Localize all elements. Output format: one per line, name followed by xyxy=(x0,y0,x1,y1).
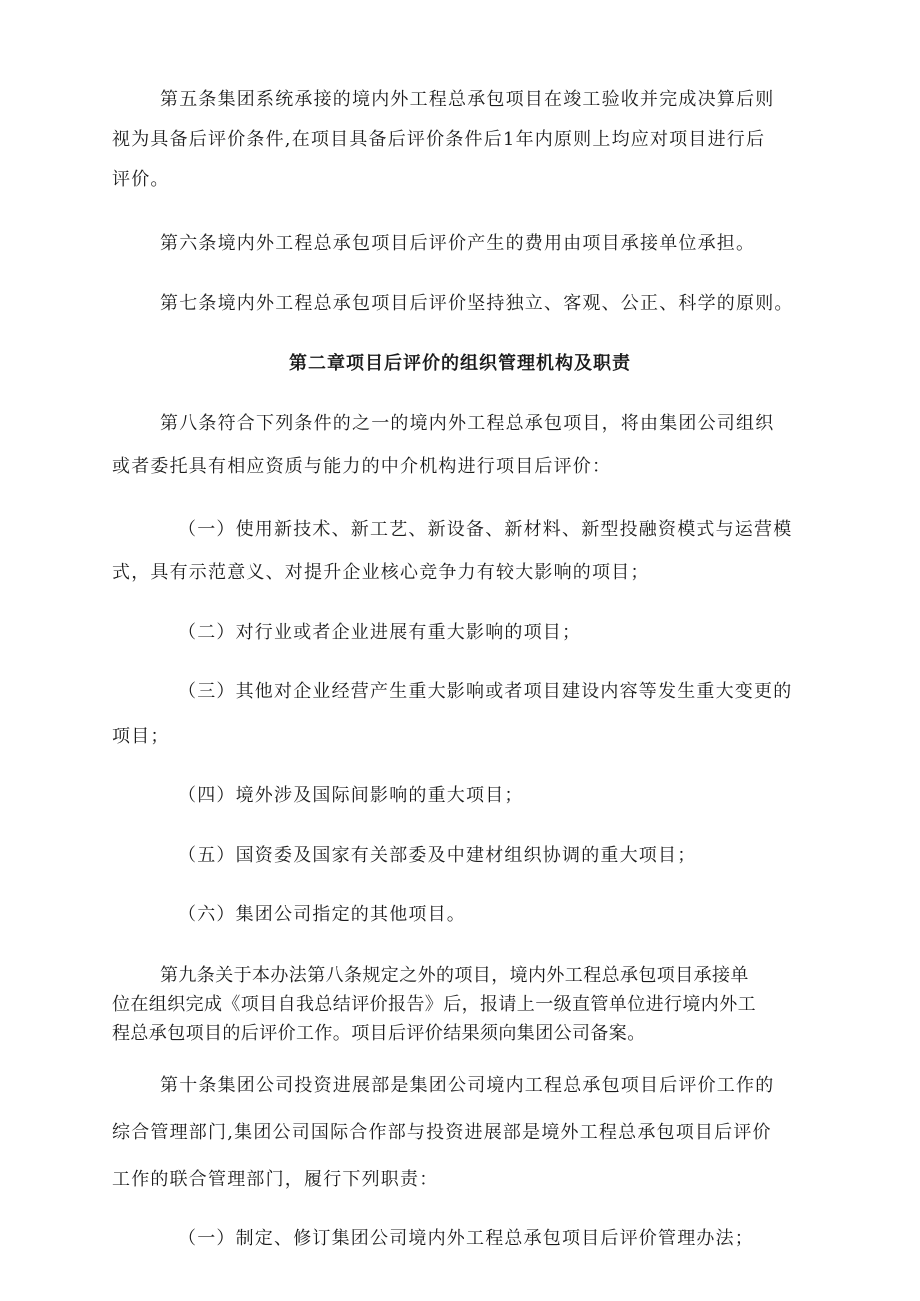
article-8-item-5: （五）国资委及国家有关部委及中建材组织协调的重大项目； xyxy=(178,845,697,866)
article-9-line-3: 程总承包项目的后评价工作。项目后评价结果须向集团公司备案。 xyxy=(112,1023,646,1044)
article-9-line-2: 位在组织完成《项目自我总结评价报告》后，报请上一级直管单位进行境内外工 xyxy=(112,994,756,1015)
article-9-line-1: 第九条关于本办法第八条规定之外的项目，境内外工程总承包项目承接单 xyxy=(160,965,749,986)
article-8-item-1-line-1: （一）使用新技术、新工艺、新设备、新材料、新型投融资模式与运营模 xyxy=(178,519,793,540)
article-10-line-2: 综合管理部门,集团公司国际合作部与投资进展部是境外工程总承包项目后评价 xyxy=(112,1122,772,1143)
article-10-item-1: （一）制定、修订集团公司境内外工程总承包项目后评价管理办法； xyxy=(178,1228,754,1249)
article-10-line-1: 第十条集团公司投资进展部是集团公司境内工程总承包项目后评价工作的 xyxy=(160,1075,775,1096)
article-5-line-3: 评价。 xyxy=(112,169,170,190)
article-8-item-1-line-2: 式，具有示范意义、对提升企业核心竞争力有较大影响的项目； xyxy=(112,562,650,583)
article-6: 第六条境内外工程总承包项目后评价产生的费用由项目承接单位承担。 xyxy=(160,233,756,254)
article-8-item-4: （四）境外涉及国际间影响的重大项目； xyxy=(178,785,524,806)
article-8-item-2: （二）对行业或者企业进展有重大影响的项目； xyxy=(178,622,582,643)
chapter-2-heading: 第二章项目后评价的组织管理机构及职责 xyxy=(289,353,631,374)
article-8-line-1: 第八条符合下列条件的之一的境内外工程总承包项目，将由集团公司组织 xyxy=(160,413,775,434)
article-8-item-3-line-2: 项目； xyxy=(112,726,170,747)
article-8-item-6: （六）集团公司指定的其他项目。 xyxy=(178,904,466,925)
article-5-line-1: 第五条集团系统承接的境内外工程总承包项目在竣工验收并完成决算后则 xyxy=(160,89,775,110)
article-5-line-2: 视为具备后评价条件,在项目具备后评价条件后1年内原则上均应对项目进行后 xyxy=(112,129,766,150)
article-7: 第七条境内外工程总承包项目后评价坚持独立、客观、公正、科学的原则。 xyxy=(160,293,794,314)
article-8-item-3-line-1: （三）其他对企业经营产生重大影响或者项目建设内容等发生重大变更的 xyxy=(178,681,793,702)
article-8-line-2: 或者委托具有相应资质与能力的中介机构进行项目后评价： xyxy=(112,456,612,477)
article-10-line-3: 工作的联合管理部门，履行下列职责： xyxy=(112,1169,439,1190)
